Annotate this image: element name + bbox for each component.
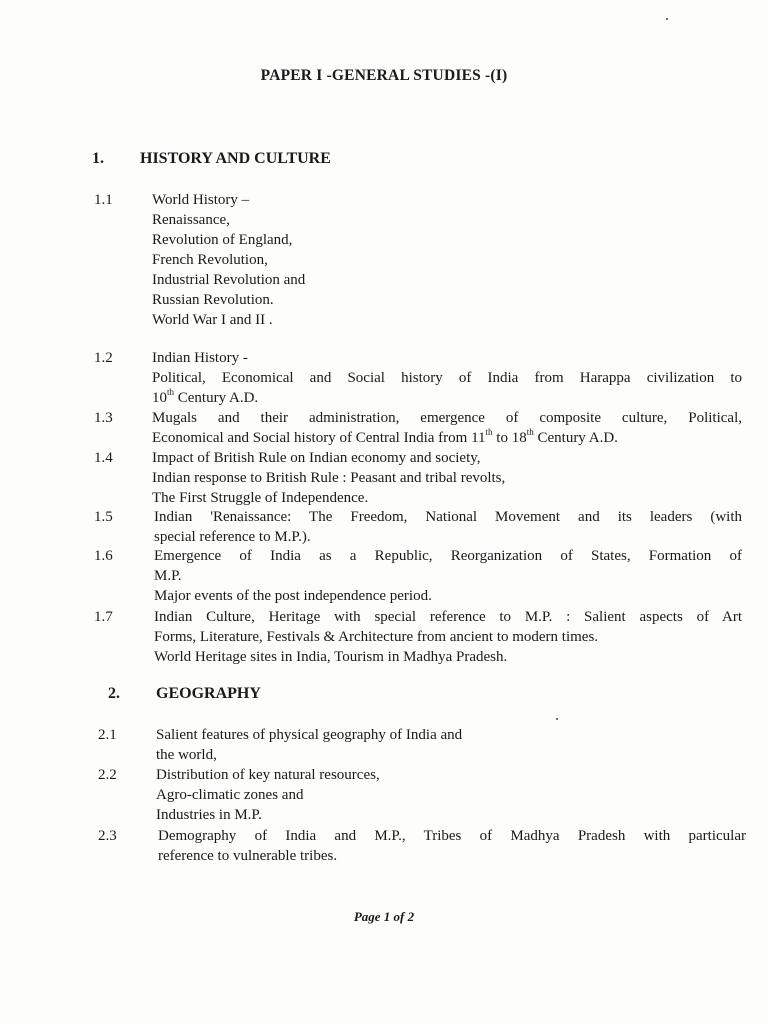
scan-speck bbox=[666, 18, 668, 20]
item-line: Indian response to British Rule : Peasant and tribal revolts, bbox=[152, 470, 506, 486]
section-number: 1. bbox=[92, 150, 104, 167]
item-text bbox=[152, 190, 305, 330]
item-line: French Revolution, bbox=[152, 252, 268, 268]
item-line: Demography of India and M.P., Tribes of Madhya Pradesh with particular bbox=[158, 828, 746, 844]
item-line: Impact of British Rule on Indian economy and society, bbox=[152, 450, 481, 466]
item-line bbox=[152, 428, 742, 448]
item-line: M.P. bbox=[154, 568, 182, 584]
item-line: Agro-climatic zones and bbox=[156, 787, 304, 803]
item-line: Renaissance, bbox=[152, 212, 230, 228]
item-number: 2.2 bbox=[98, 767, 117, 783]
item-line: The First Struggle of Independence. bbox=[152, 490, 369, 506]
item-number: 2.3 bbox=[98, 828, 117, 844]
item-line bbox=[152, 388, 742, 408]
century-text: Economical and Social history of Central India from 11 bbox=[152, 430, 486, 446]
item-line: the world, bbox=[156, 747, 217, 763]
item-line: Salient features of physical geography of India and bbox=[156, 727, 463, 743]
item-number: 1.1 bbox=[94, 192, 113, 208]
item-line: reference to vulnerable tribes. bbox=[158, 848, 338, 864]
item-text bbox=[158, 826, 746, 866]
item-number: 1.3 bbox=[94, 410, 113, 426]
item-text bbox=[152, 448, 505, 508]
item-line: Emergence of India as a Republic, Reorganization of States, Formation of bbox=[154, 548, 742, 564]
item-line: Revolution of England, bbox=[152, 232, 293, 248]
item-line: Indian History - bbox=[152, 350, 248, 366]
item-line: Forms, Literature, Festivals & Architecture from ancient to modern times. bbox=[154, 629, 599, 645]
item-number: 1.7 bbox=[94, 609, 113, 625]
item-line: Major events of the post independence period. bbox=[154, 588, 432, 604]
century-text: Century A.D. bbox=[533, 430, 618, 446]
item-text bbox=[156, 725, 462, 765]
item-number: 1.6 bbox=[94, 548, 113, 564]
item-number: 1.2 bbox=[94, 350, 113, 366]
item-line: World War I and II . bbox=[152, 312, 273, 328]
century-text: to 18 bbox=[492, 430, 527, 446]
item-text bbox=[152, 348, 742, 408]
item-line: Indian 'Renaissance: The Freedom, National Movement and its leaders (with bbox=[154, 509, 742, 525]
item-line: World History – bbox=[152, 192, 250, 208]
item-text bbox=[154, 507, 742, 547]
item-line: Mugals and their administration, emergence of composite culture, Political, bbox=[152, 410, 742, 426]
item-line: Industrial Revolution and bbox=[152, 272, 306, 288]
item-text bbox=[154, 546, 742, 606]
item-line: Political, Economical and Social history of India from Harappa civilization to bbox=[152, 370, 742, 386]
item-number: 1.4 bbox=[94, 450, 113, 466]
section-number: 2. bbox=[108, 685, 120, 702]
item-number: 1.5 bbox=[94, 509, 113, 525]
paper-title: PAPER I -GENERAL STUDIES -(I) bbox=[260, 67, 508, 84]
page-number-footer: Page 1 of 2 bbox=[353, 909, 415, 924]
ordinal-suffix: th bbox=[485, 427, 493, 437]
item-text bbox=[156, 765, 380, 825]
item-line: World Heritage sites in India, Tourism in Madhya Pradesh. bbox=[154, 649, 508, 665]
section-title: HISTORY AND CULTURE bbox=[140, 150, 331, 167]
item-line: Indian Culture, Heritage with special reference to M.P. : Salient aspects of Art bbox=[154, 609, 742, 625]
ordinal-suffix: th bbox=[167, 387, 175, 397]
item-line: Russian Revolution. bbox=[152, 292, 274, 308]
century-text: Century A.D. bbox=[174, 390, 259, 406]
scan-speck bbox=[556, 718, 558, 720]
ordinal-suffix: th bbox=[526, 427, 534, 437]
item-line: Distribution of key natural resources, bbox=[156, 767, 380, 783]
section-title: GEOGRAPHY bbox=[156, 685, 261, 702]
item-line: special reference to M.P.). bbox=[154, 529, 311, 545]
item-text bbox=[152, 408, 742, 448]
century-number: 10 bbox=[152, 390, 167, 406]
item-number: 2.1 bbox=[98, 727, 117, 743]
item-line: Industries in M.P. bbox=[156, 807, 262, 823]
item-text bbox=[154, 607, 742, 667]
